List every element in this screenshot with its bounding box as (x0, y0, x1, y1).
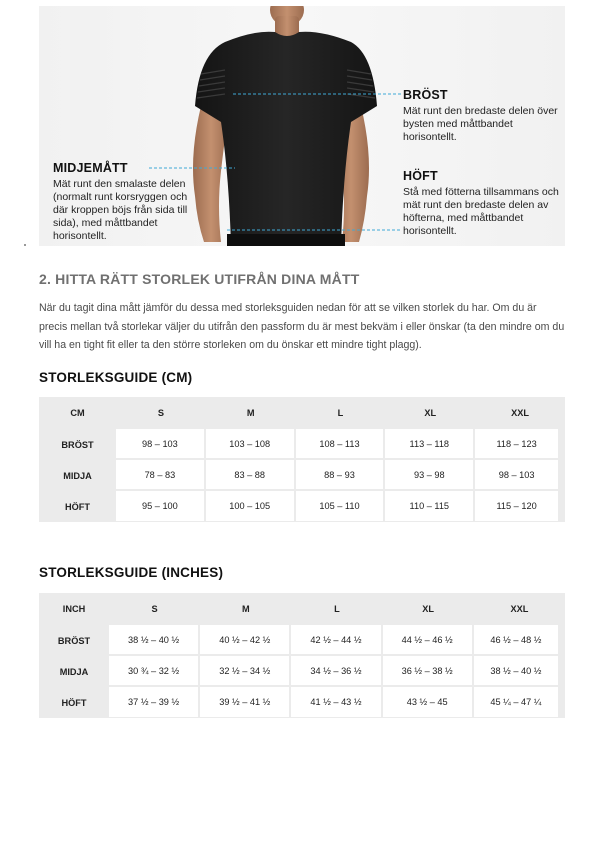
table-cell: 30 ¾ – 32 ½ (109, 656, 200, 687)
stray-dot (24, 244, 26, 246)
table-cell: 37 ½ – 39 ½ (109, 687, 200, 718)
table-cell: 43 ½ – 45 (383, 687, 474, 718)
table-cell: 103 – 108 (206, 429, 296, 460)
table-cell: 39 ½ – 41 ½ (200, 687, 291, 718)
table-cell: 108 – 113 (296, 429, 386, 460)
unit-header: INCH (62, 604, 86, 614)
waist-measure-label (53, 161, 198, 243)
table-cell: 115 – 120 (475, 491, 565, 522)
unit-header: CM (70, 408, 85, 418)
table-cell: 41 ½ – 43 ½ (291, 687, 382, 718)
table-cell: 40 ½ – 42 ½ (200, 625, 291, 656)
table-cell: 83 – 88 (206, 460, 296, 491)
table-cell: 44 ½ – 46 ½ (383, 625, 474, 656)
size-header-s: S (157, 408, 164, 418)
table-header-row (39, 397, 565, 429)
size-header-m: M (246, 408, 255, 418)
table-cell: 32 ½ – 34 ½ (200, 656, 291, 687)
waist-description: Mät runt den smalaste delen (normalt runt korsryggen och där kroppen böjs från sida till sida), med måttbandet horisontellt. (53, 178, 188, 242)
table-cell: 100 – 105 (206, 491, 296, 522)
table-cell: 105 – 110 (296, 491, 386, 522)
size-header-xl: XL (424, 408, 437, 418)
chest-description: Mät runt den bredaste delen över bysten med måttbandet horisontellt. (403, 105, 558, 143)
table-row (39, 656, 565, 687)
table-cell: 34 ½ – 36 ½ (291, 656, 382, 687)
size-guide-inches-title: STORLEKSGUIDE (INCHES) (39, 565, 224, 580)
table-cell: 88 – 93 (296, 460, 386, 491)
size-guide-cm-title: STORLEKSGUIDE (CM) (39, 370, 193, 385)
size-header-l: L (337, 408, 344, 418)
table-row (39, 429, 565, 460)
waist-title: MIDJEMÅTT (53, 161, 128, 175)
row-label-waist: MIDJA (59, 666, 89, 677)
hip-title: HÖFT (403, 169, 438, 183)
section-body-text: När du tagit dina mått jämför du dessa med storleksguiden nedan för att se vilken storlek du har. Om du är precis mellan två storlekar väljer du utifrån den passform du är mest bekväm i eller önskar (ta den mindre om du vill ha en tight fit eller ta den större storleken om du önskar ett mindre tight plagg). (39, 302, 565, 351)
table-header-row (39, 593, 565, 625)
table-row (39, 625, 565, 656)
row-label-waist: MIDJA (63, 470, 92, 481)
table-cell: 113 – 118 (385, 429, 475, 460)
section-heading: 2. HITTA RÄTT STORLEK UTIFRÅN DINA MÅTT (39, 271, 360, 287)
table-cell: 42 ½ – 44 ½ (291, 625, 382, 656)
size-header-xxl: XXL (511, 408, 530, 418)
row-label-chest: BRÖST (61, 439, 94, 450)
row-label-hip: HÖFT (64, 501, 90, 512)
table-cell: 118 – 123 (475, 429, 565, 460)
hip-measure-label (403, 169, 563, 238)
hip-description: Stå med fötterna tillsammans och mät runt den bredaste delen av höfterna, med måttbandet horisontellt. (403, 186, 559, 237)
table-cell: 78 – 83 (116, 460, 206, 491)
size-header-l: L (334, 604, 340, 614)
table-cell: 110 – 115 (385, 491, 475, 522)
size-header-m: M (241, 604, 250, 614)
table-row (39, 687, 565, 718)
table-cell: 46 ½ – 48 ½ (474, 625, 565, 656)
chest-title: BRÖST (403, 88, 448, 102)
table-cell: 38 ½ – 40 ½ (109, 625, 200, 656)
table-cell: 98 – 103 (475, 460, 565, 491)
row-label-chest: BRÖST (57, 635, 91, 646)
table-cell: 98 – 103 (116, 429, 206, 460)
table-cell: 36 ½ – 38 ½ (383, 656, 474, 687)
size-header-xxl: XXL (510, 604, 529, 614)
size-header-s: S (151, 604, 158, 614)
table-row (39, 491, 565, 522)
row-label-hip: HÖFT (61, 697, 87, 708)
size-guide-inches-table (39, 593, 565, 718)
table-cell: 95 – 100 (116, 491, 206, 522)
table-row (39, 460, 565, 491)
table-cell: 38 ½ – 40 ½ (474, 656, 565, 687)
size-guide-cm-table (39, 397, 565, 522)
table-cell: 93 – 98 (385, 460, 475, 491)
table-cell: 45 ¼ – 47 ¼ (474, 687, 565, 718)
size-header-xl: XL (422, 604, 435, 614)
hero-measurement-illustration (39, 6, 565, 246)
chest-measure-label (403, 88, 563, 144)
